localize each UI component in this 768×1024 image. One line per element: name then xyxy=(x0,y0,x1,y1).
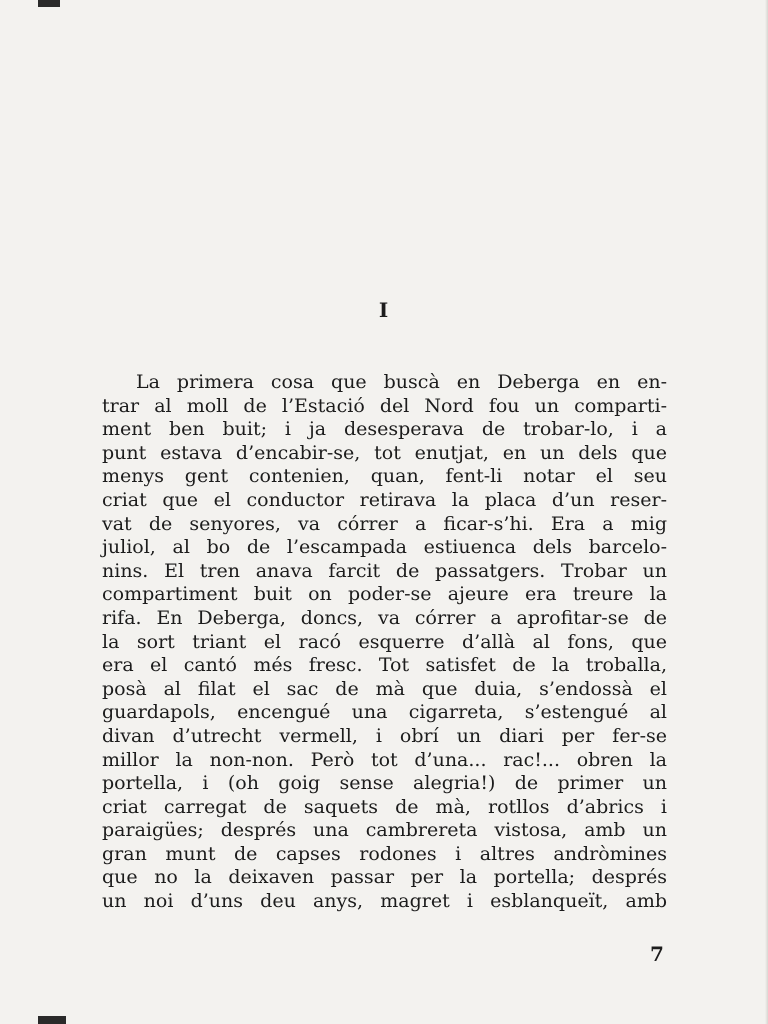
text-line: criat que el conductor retirava la placa d’un reser- xyxy=(102,488,667,511)
chapter-heading: I xyxy=(378,298,390,322)
text-line: punt estava d’encabir-se, tot enutjat, en un dels que xyxy=(102,441,667,464)
text-line: posà al filat el sac de mà que duia, s’endossà el xyxy=(102,677,667,700)
text-line: trar al moll de l’Estació del Nord fou un comparti- xyxy=(102,394,667,417)
scan-edge-mark-top xyxy=(38,0,60,7)
scan-edge-mark-bottom xyxy=(38,1016,66,1024)
text-line: guardapols, encengué una cigarreta, s’estengué al xyxy=(102,701,667,724)
text-line: que no la deixaven passar per la portella; després xyxy=(102,866,667,889)
text-line: vat de senyores, va córrer a ficar-s’hi. Era a mig xyxy=(102,512,667,535)
text-line: rifa. En Deberga, doncs, va córrer a aprofitar-se de xyxy=(102,606,667,629)
text-line: divan d’utrecht vermell, i obrí un diari per fer-se xyxy=(102,724,667,747)
body-text xyxy=(102,371,667,914)
text-line: menys gent contenien, quan, fent-li notar el seu xyxy=(102,465,667,488)
page-number: 7 xyxy=(650,942,664,966)
text-line: criat carregat de saquets de mà, rotllos d’abrics i xyxy=(102,795,667,818)
text-line: un noi d’uns deu anys, magret i esblanqueït, amb xyxy=(102,890,667,913)
text-line: millor la non-non. Però tot d’una... rac!... obren la xyxy=(102,748,667,771)
text-line: era el cantó més fresc. Tot satisfet de la troballa, xyxy=(102,654,667,677)
text-line: portella, i (oh goig sense alegria!) de primer un xyxy=(102,772,667,795)
text-line: juliol, al bo de l’escampada estiuenca dels barcelo- xyxy=(102,536,667,559)
text-line: gran munt de capses rodones i altres andròmines xyxy=(102,842,667,865)
text-line: La primera cosa que buscà en Deberga en en- xyxy=(136,371,667,393)
text-line: nins. El tren anava farcit de passatgers. Trobar un xyxy=(102,559,667,582)
text-line: compartiment buit on poder-se ajeure era treure la xyxy=(102,583,667,606)
text-line: ment ben buit; i ja desesperava de trobar-lo, i a xyxy=(102,418,667,441)
text-line: paraigües; després una cambrereta vistosa, amb un xyxy=(102,819,667,842)
text-line: la sort triant el racó esquerre d’allà al fons, que xyxy=(102,630,667,653)
